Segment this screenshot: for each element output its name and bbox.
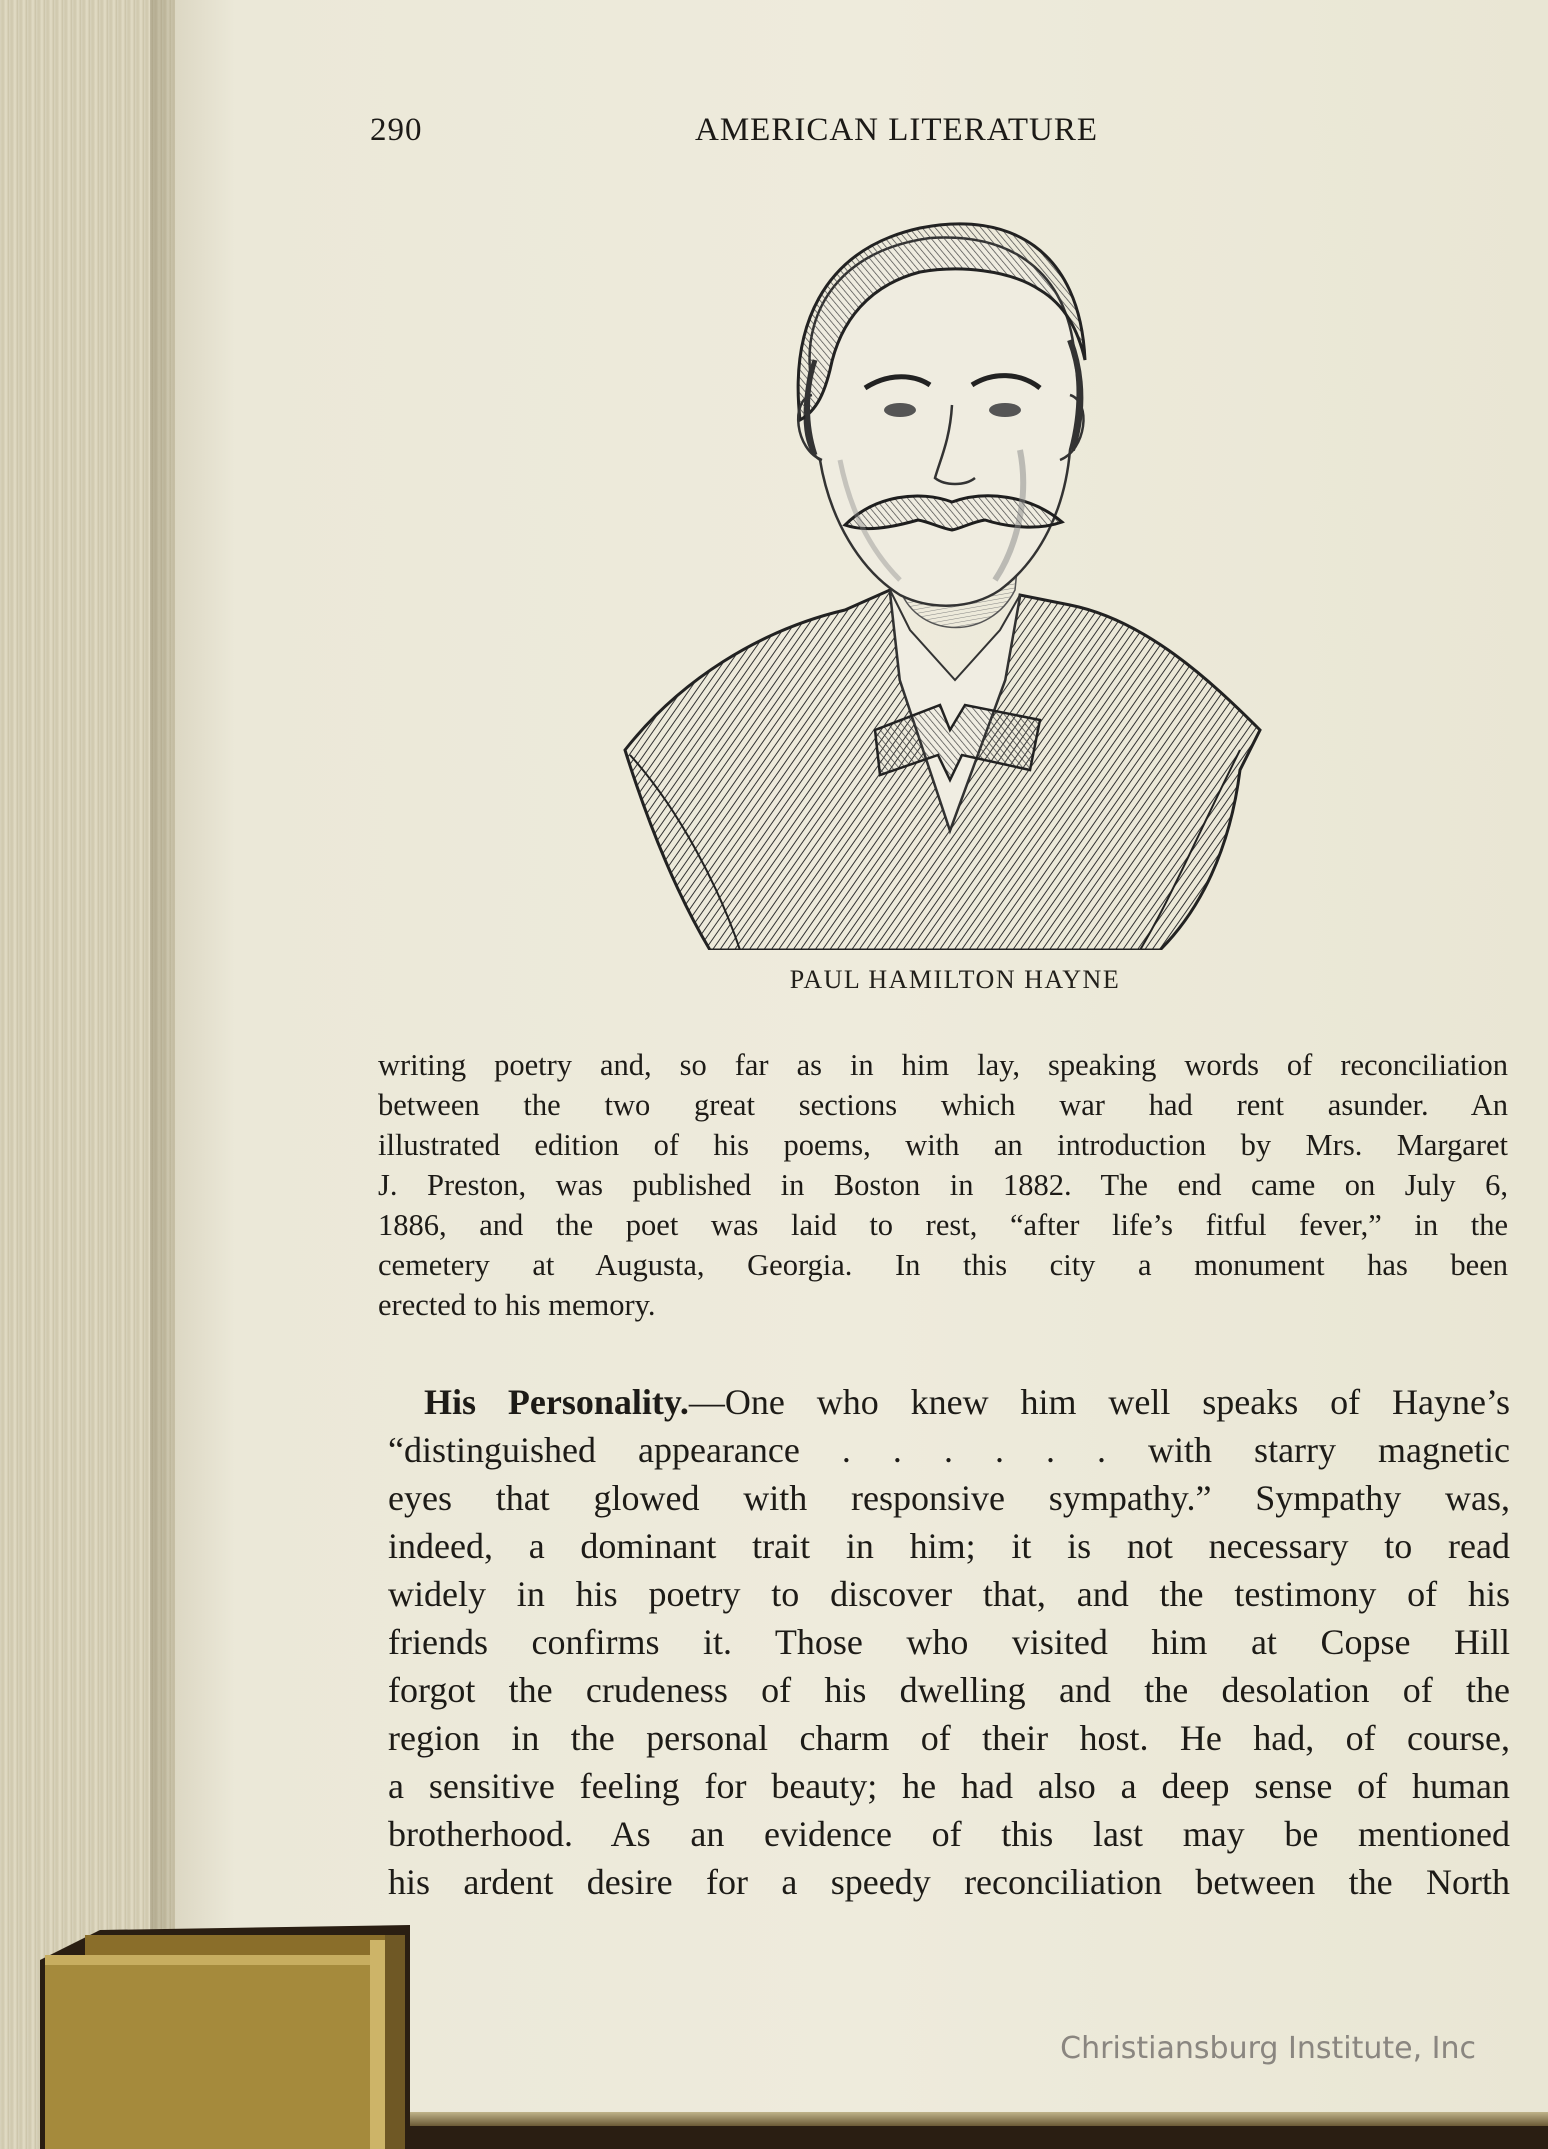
text-line: eyes that glowed with responsive sympathy.” Sympathy was, xyxy=(388,1478,1510,1518)
text-line: “distinguished appearance . . . . . . with starry magnetic xyxy=(388,1430,1510,1470)
running-head xyxy=(370,112,1190,162)
portrait-engraving xyxy=(600,210,1290,950)
text-line: indeed, a dominant trait in him; it is not necessary to read xyxy=(388,1526,1510,1566)
text-line: erected to his memory. xyxy=(378,1288,656,1322)
text-line: cemetery at Augusta, Georgia. In this city a monument has been xyxy=(378,1248,1508,1282)
figure-caption: PAUL HAMILTON HAYNE xyxy=(789,965,1121,994)
page-number: 290 xyxy=(370,112,423,148)
paragraph-reconciliation xyxy=(378,1045,1508,1325)
text-line: illustrated edition of his poems, with an introduction by Mrs. Margaret xyxy=(378,1128,1508,1162)
page-bottom-edge xyxy=(300,2112,1548,2126)
text-line: J. Preston, was published in Boston in 1882. The end came on July 6, xyxy=(378,1168,1508,1202)
text-line-rest: —One who knew him well speaks of Hayne’s xyxy=(688,1382,1510,1422)
text-line: widely in his poetry to discover that, and the testimony of his xyxy=(388,1574,1510,1614)
paragraph-personality xyxy=(388,1378,1510,1906)
watermark: Christiansburg Institute, Inc xyxy=(1060,2031,1476,2066)
text-line: between the two great sections which war had rent asunder. An xyxy=(378,1088,1508,1122)
text-line: forgot the crudeness of his dwelling and the desolation of the xyxy=(388,1670,1510,1710)
text-line: region in the personal charm of their host. He had, of course, xyxy=(388,1718,1510,1758)
text-line: 1886, and the poet was laid to rest, “after life’s fitful fever,” in the xyxy=(378,1208,1508,1242)
text-line xyxy=(388,1378,1510,1426)
section-heading: His Personality. xyxy=(424,1382,689,1422)
text-line: writing poetry and, so far as in him lay, speaking words of reconciliation xyxy=(378,1048,1508,1082)
text-line: a sensitive feeling for beauty; he had also a deep sense of human xyxy=(388,1766,1510,1806)
text-line: his ardent desire for a speedy reconciliation between the North xyxy=(388,1862,1510,1902)
text-line: friends confirms it. Those who visited him at Copse Hill xyxy=(388,1622,1510,1662)
text-line: brotherhood. As an evidence of this last may be mentioned xyxy=(388,1814,1510,1854)
running-title: AMERICAN LITERATURE xyxy=(695,112,1099,148)
book-corner xyxy=(40,1920,410,2149)
